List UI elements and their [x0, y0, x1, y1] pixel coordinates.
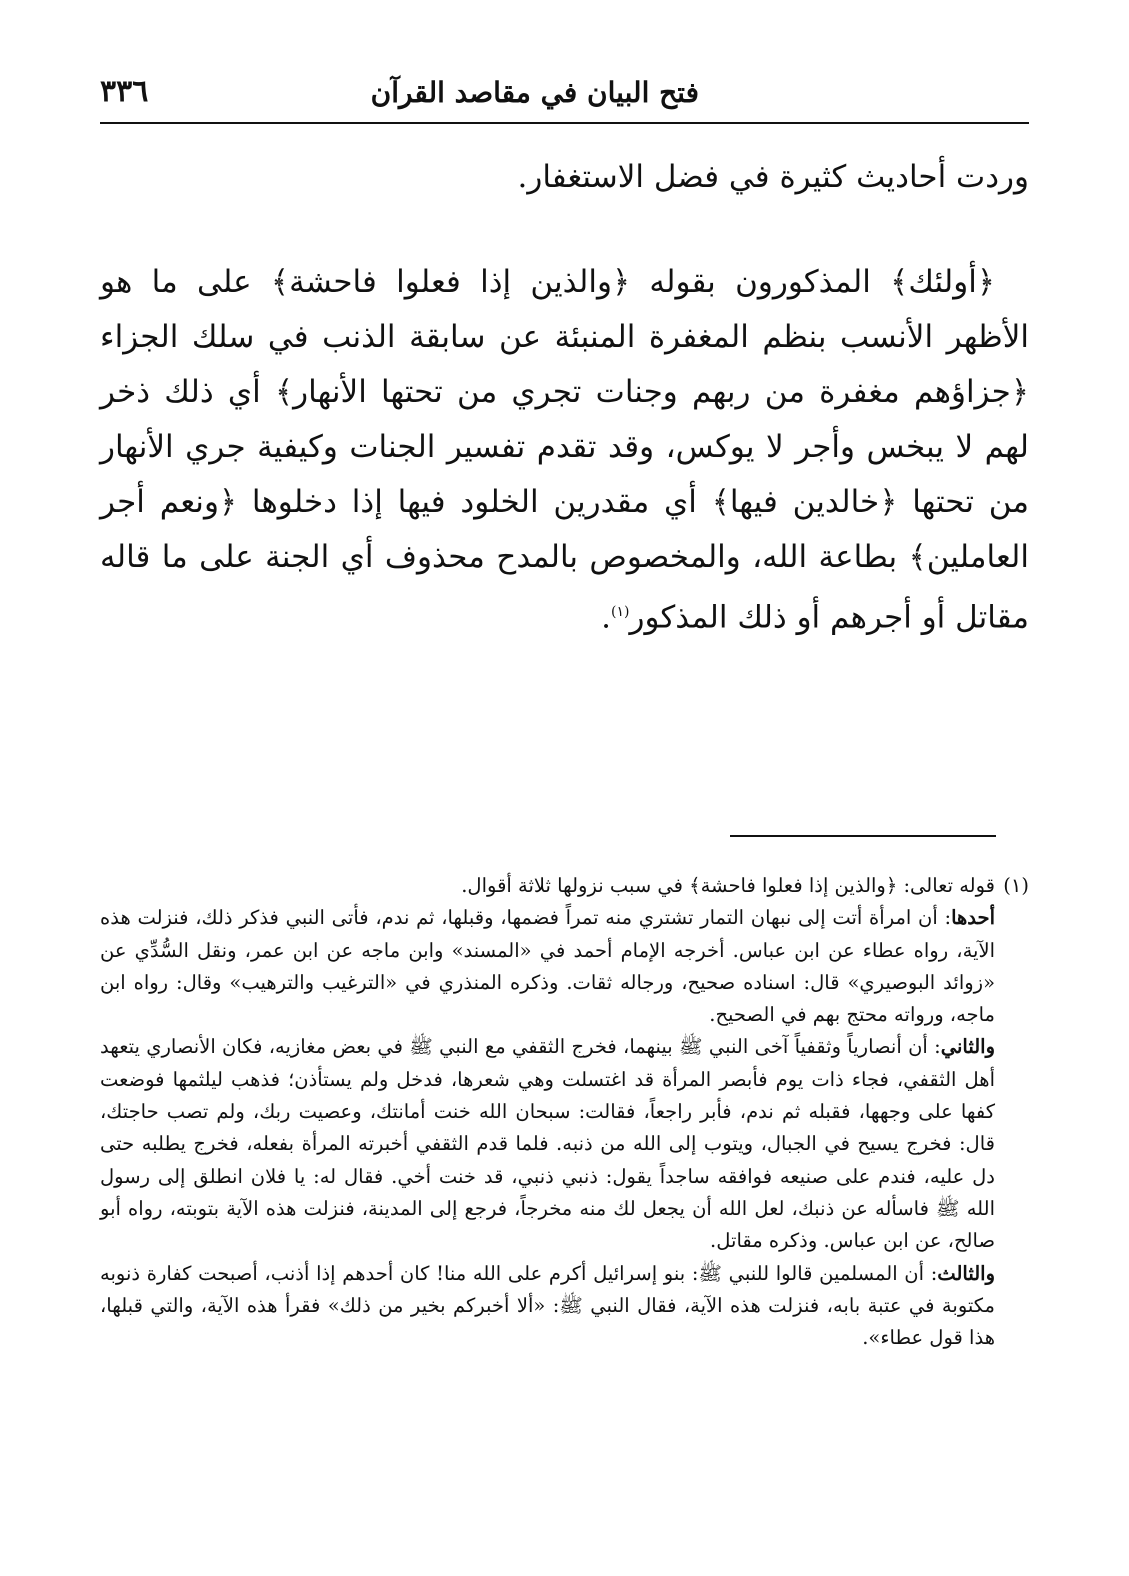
footnotes: [100, 870, 1029, 1354]
header-rule: [100, 122, 1029, 124]
footnote-intro: [100, 870, 1029, 902]
third-opinion-text: : أن المسلمين قالوا للنبي ﷺ: بنو إسرائيل أكرم على الله منا! كان أحدهم إذا أذنب، أصبحت كفارة ذنوبه مكتوبة في عتبة بابه، فنزلت هذه الآية، فقال النبي ﷺ: «ألا أخبركم بخير من ذلك» فقرأ هذه الآية، والتي قبلها، هذا قول عطاء».: [100, 1261, 995, 1350]
page-number: ٣٣٦: [100, 74, 149, 109]
footnote-rule: [730, 835, 996, 837]
paragraph-istighfar: وردت أحاديث كثيرة في فضل الاستغفار.: [517, 159, 1029, 195]
first-opinion-label: أحدها: [951, 906, 995, 930]
second-opinion-text: : أن أنصارياً وثقفياً آخى النبي ﷺ بينهما، فخرج الثقفي مع النبي ﷺ في بعض مغازيه، فكان الأنصاري يتعهد أهل الثقفي، فجاء ذات يوم فأبصر المرأة قد اغتسلت وهي شعرها، فدخل ولم يستأذن؛ فذهب ليلثمها فوضعت كفها على وجهها، فقبله ثم ندم، فأبر راجعاً، فقالت: سبحان الله خنت أمانتك، وعصيت ربك، ولم تصب حاجتك، قال: فخرج يسيح في الجبال، ويتوب إلى الله من ذنبه. فلما قدم الثقفي أخبرته المرأة بفعله، فخرج يطلبه حتى دل عليه، فندم على صنيعه فوافقه ساجداً يقول: ذنبي ذنبي، قد خنت أخي. فقال له: يا فلان انطلق إلى رسول الله ﷺ فاسأله عن ذنبك، لعل الله أن يجعل لك منه مخرجاً، فرجع إلى المدينة، فنزلت هذه الآية بتوبته، رواه أبو صالح، عن ابن عباس. وذكره مقاتل.: [100, 1035, 995, 1253]
first-opinion-text: : أن امرأة أتت إلى نبهان التمار تشتري منه تمراً فضمها، وقبلها، ثم ندم، فأتى النبي فذكر ذلك، فنزلت هذه الآية، رواه عطاء عن ابن عباس. أخرجه الإمام أحمد في «المسند» وابن ماجه عن ابن عمر، ونقل السُّدِّي عن «زوائد البوصيري» قال: اسناده صحيح، ورجاله ثقات. وذكره المنذري في «الترغيب والترهيب» وقال: رواه ابن ماجه، ورواته محتج بهم في الصحيح.: [100, 906, 995, 1027]
running-title: فتح البيان في مقاصد القرآن: [370, 76, 699, 109]
page-header: [100, 72, 1029, 120]
footnote-first-opinion: [100, 902, 1029, 1031]
third-opinion-label: والثالث: [937, 1261, 995, 1285]
paragraph-tafsir-end: .: [601, 599, 612, 636]
footnote-second-opinion: [100, 1031, 1029, 1257]
paragraph-tafsir: [100, 255, 1029, 645]
footnote-number: (١): [1003, 874, 1029, 897]
footnote-third-opinion: [100, 1258, 1029, 1355]
second-opinion-label: والثاني: [940, 1035, 995, 1059]
main-text: [100, 150, 1029, 645]
footnote-intro-text: قوله تعالى: ﴿والذين إذا فعلوا فاحشة﴾ في سبب نزولها ثلاثة أقوال.: [461, 874, 995, 897]
paragraph-tafsir-text: ﴿أولئك﴾ المذكورون بقوله ﴿والذين إذا فعلوا فاحشة﴾ على ما هو الأظهر الأنسب بنظم المغفرة المنبئة عن سابقة الذنب في سلك الجزاء ﴿جزاؤهم مغفرة من ربهم وجنات تجري من تحتها الأنهار﴾ أي ذلك ذخر لهم لا يبخس وأجر لا يوكس، وقد تقدم تفسير الجنات وكيفية جري الأنهار من تحتها ﴿خالدين فيها﴾ أي مقدرين الخلود فيها إذا دخلوها ﴿ونعم أجر العاملين﴾ بطاعة الله، والمخصوص بالمدح محذوف أي الجنة على ما قاله مقاتل أو أجرهم أو ذلك المذكور: [100, 264, 1029, 636]
footnote-reference[interactable]: (١): [611, 604, 630, 620]
